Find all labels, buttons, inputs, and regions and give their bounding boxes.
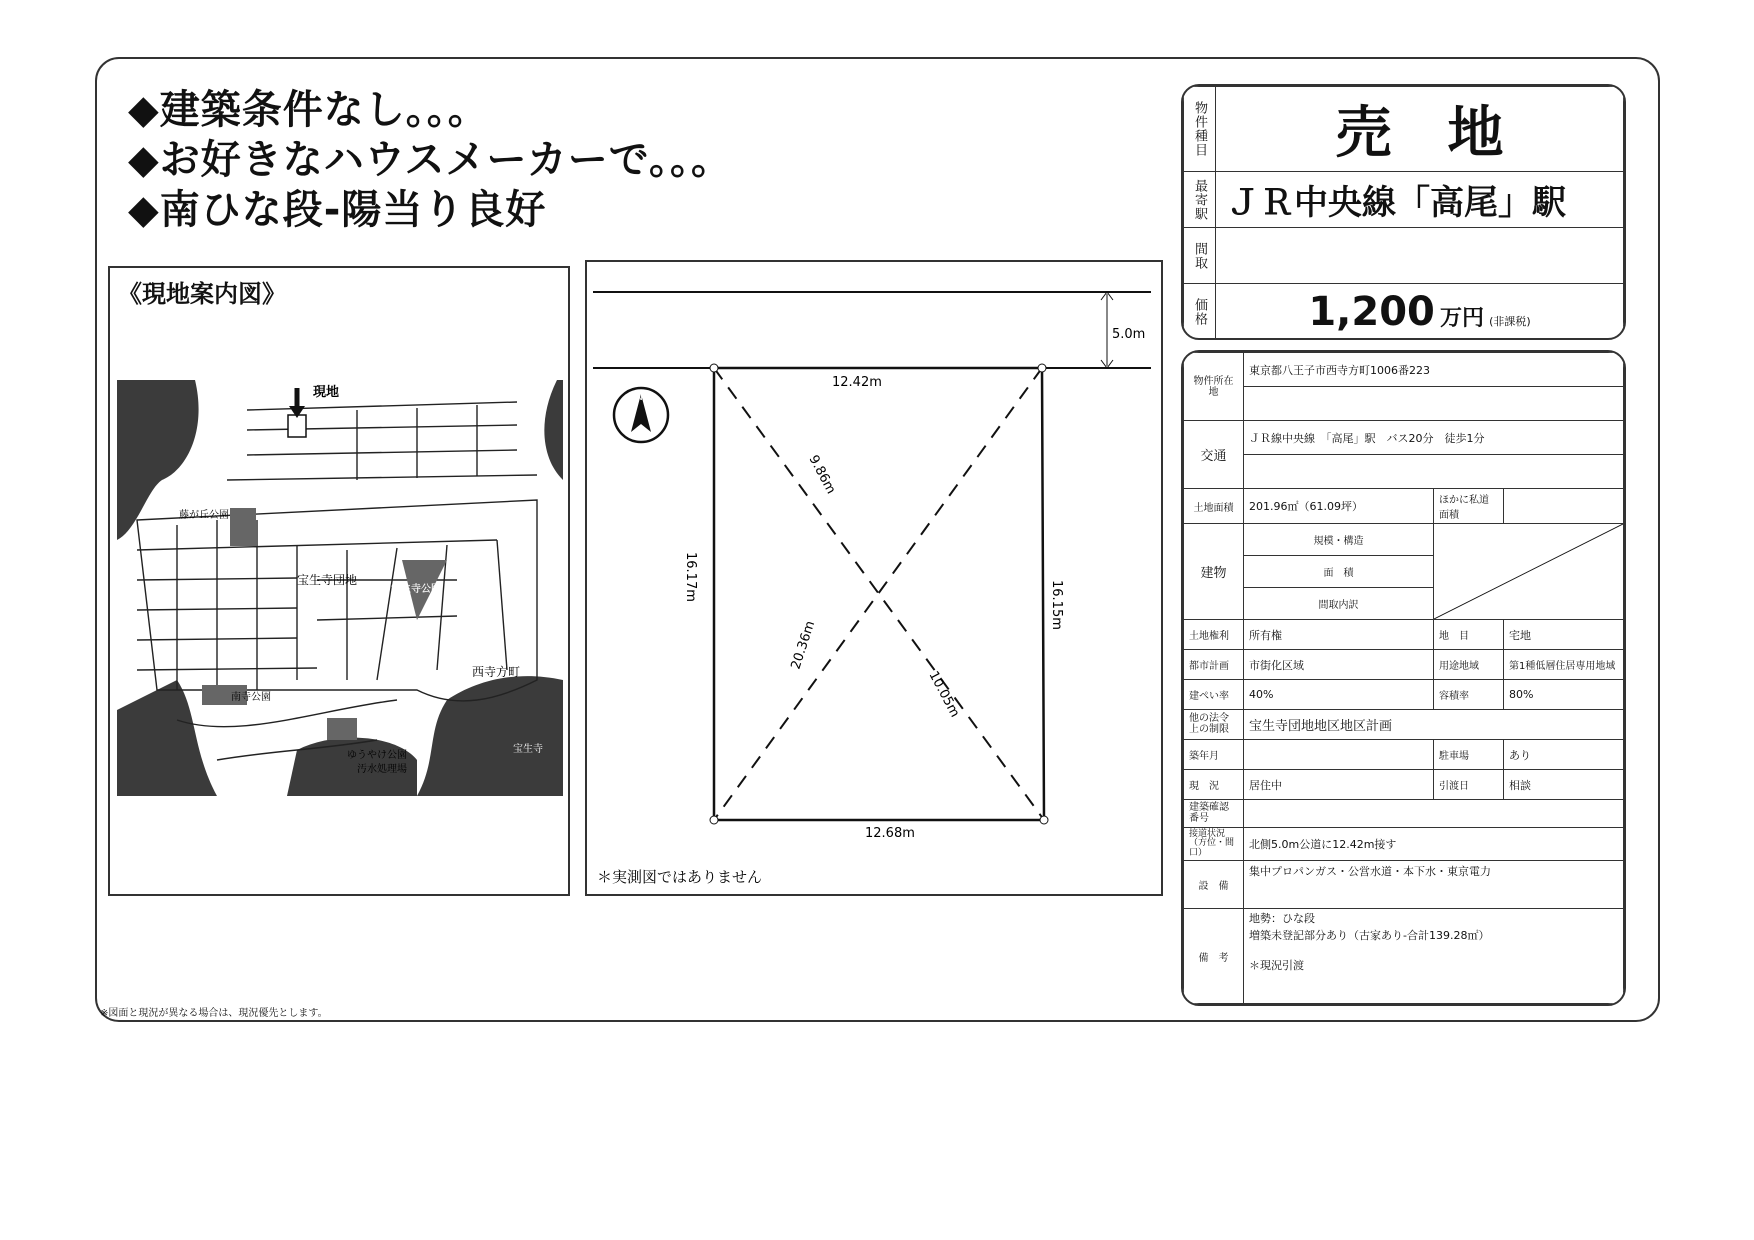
- lot-diagram: [587, 262, 1161, 894]
- rights-label: 土地権利: [1184, 620, 1244, 650]
- land-category-label: 地 目: [1434, 620, 1504, 650]
- type-label: 物件種目: [1184, 87, 1216, 172]
- layout-detail-label: 間取内訳: [1244, 588, 1434, 620]
- diagonal-a-length: 9.86m: [805, 452, 839, 497]
- map-title: 《現地案内図》: [118, 280, 286, 308]
- fujigaoka-park-area: [230, 508, 256, 546]
- coverage-label: 建ぺい率: [1184, 680, 1244, 710]
- map-label-minamidera-park: 南寺公園: [231, 692, 271, 703]
- status-value: 居住中: [1244, 770, 1434, 800]
- lot-top-length: 12.42m: [832, 375, 882, 390]
- city-planning-label: 都市計画: [1184, 650, 1244, 680]
- location-value: 東京都八王子市西寺方町1006番223: [1244, 353, 1624, 387]
- not-surveyed-note: ＊実測図ではありません: [597, 868, 763, 886]
- transport-label: 交通: [1184, 421, 1244, 489]
- footer-note: ※図面と現況が異なる場合は、現況優先とします。: [100, 1008, 328, 1019]
- station-value: ＪＲ中央線「高尾」駅: [1216, 172, 1624, 228]
- lot-bottom-length: 12.68m: [865, 826, 915, 841]
- zoning-label: 用途地域: [1434, 650, 1504, 680]
- building-label: 建物: [1184, 524, 1244, 620]
- facilities-label: 設 備: [1184, 861, 1244, 909]
- details-box: [1181, 350, 1626, 1006]
- coverage-value: 40%: [1244, 680, 1434, 710]
- transport-value: ＪＲ線中央線 「高尾」駅 バス20分 徒歩1分: [1244, 421, 1624, 455]
- map-label-housing: 宝生寺団地: [297, 573, 358, 587]
- remarks-line-1: 地勢：ひな段: [1249, 912, 1315, 926]
- price-unit: 万円: [1439, 305, 1484, 331]
- diagonal-c-length: 10.05m: [925, 668, 963, 720]
- price-cell: [1216, 284, 1624, 340]
- private-road-label: ほかに私道面積: [1434, 489, 1504, 524]
- location-map-panel: [108, 266, 570, 896]
- remarks-line-3: ＊現況引渡: [1249, 959, 1304, 973]
- built-value: [1244, 740, 1434, 770]
- confirmation-value: [1244, 800, 1624, 828]
- handover-value: 相談: [1504, 770, 1624, 800]
- remarks-cell: [1244, 909, 1624, 1004]
- summary-box: [1181, 84, 1626, 340]
- road-label: 接道状況（方位・間口）: [1184, 828, 1244, 861]
- map-label-temple: 宝生寺: [513, 744, 543, 755]
- map-label-site: 現地: [313, 385, 340, 400]
- land-area-value: 201.96㎡（61.09坪）: [1244, 489, 1434, 524]
- price-label: 価格: [1184, 284, 1216, 340]
- other-law-value: 宝生寺団地地区地区計画: [1244, 710, 1624, 740]
- diagonal-1: [714, 368, 1044, 820]
- site-lot-marker: [288, 415, 306, 437]
- structure-label: 規模・構造: [1244, 524, 1434, 556]
- parking-label: 駐車場: [1434, 740, 1504, 770]
- lot-drawing-panel: [585, 260, 1163, 896]
- far-value: 80%: [1504, 680, 1624, 710]
- road-value: 北側5.0m公道に12.42m接す: [1244, 828, 1624, 861]
- summary-table: [1183, 86, 1624, 340]
- floor-area-label: 面 積: [1244, 556, 1434, 588]
- location-label: 物件所在地: [1184, 353, 1244, 421]
- svg-text:N: N: [636, 393, 643, 403]
- station-label: 最寄駅: [1184, 172, 1216, 228]
- price-number: 1,200: [1308, 288, 1435, 335]
- remarks-line-2: 増築未登記部分あり（古家あり-合計139.28㎡）: [1249, 928, 1490, 942]
- rights-value: 所有権: [1244, 620, 1434, 650]
- city-planning-value: 市街化区域: [1244, 650, 1434, 680]
- building-blank-cell: [1434, 524, 1624, 620]
- status-label: 現 況: [1184, 770, 1244, 800]
- yuyake-park-area: [327, 718, 357, 740]
- remarks-label: 備 考: [1184, 909, 1244, 1004]
- confirmation-label: 建築確認番号: [1184, 800, 1244, 828]
- street-map: [117, 380, 563, 796]
- terrain-se: [417, 676, 563, 796]
- other-law-label: 他の法令上の制限: [1184, 710, 1244, 740]
- handover-label: 引渡日: [1434, 770, 1504, 800]
- headline-2: ◆お好きなハウスメーカーで。。。: [128, 137, 732, 183]
- map-label-sewage: 汚水処理場: [357, 764, 407, 775]
- map-label-nishiterakata: 西寺方町: [472, 665, 521, 679]
- map-label-hoshoji-park: 宝生寺公園: [391, 584, 441, 595]
- road-width-label: 5.0m: [1112, 327, 1146, 342]
- map-label-fujigaoka-park: 藤が丘公園: [179, 510, 229, 521]
- land-area-label: 土地面積: [1184, 489, 1244, 524]
- diagonal-b-length: 20.36m: [788, 619, 819, 672]
- headline-1: ◆建築条件なし。。。: [128, 87, 489, 133]
- type-value: 売 地: [1216, 87, 1624, 172]
- terrain-ne: [544, 380, 563, 480]
- land-category-value: 宅地: [1504, 620, 1624, 650]
- not-applicable-slash: [1434, 524, 1623, 619]
- zoning-value: 第1種低層住居専用地域: [1504, 650, 1624, 680]
- facilities-value: 集中プロパンガス・公営水道・本下水・東京電力: [1244, 861, 1624, 909]
- details-table: [1183, 352, 1624, 1004]
- far-label: 容積率: [1434, 680, 1504, 710]
- lot-left-length: 16.17m: [683, 552, 698, 602]
- lot-right-length: 16.15m: [1049, 580, 1064, 630]
- parking-value: あり: [1504, 740, 1624, 770]
- headline-3: ◆南ひな段-陽当り良好: [128, 187, 547, 233]
- layout-label: 間取: [1184, 228, 1216, 284]
- map-label-yuyake-park: ゆうやけ公園: [347, 750, 407, 761]
- built-label: 築年月: [1184, 740, 1244, 770]
- price-tax-note: (非課税): [1489, 314, 1531, 328]
- layout-value: [1216, 228, 1624, 284]
